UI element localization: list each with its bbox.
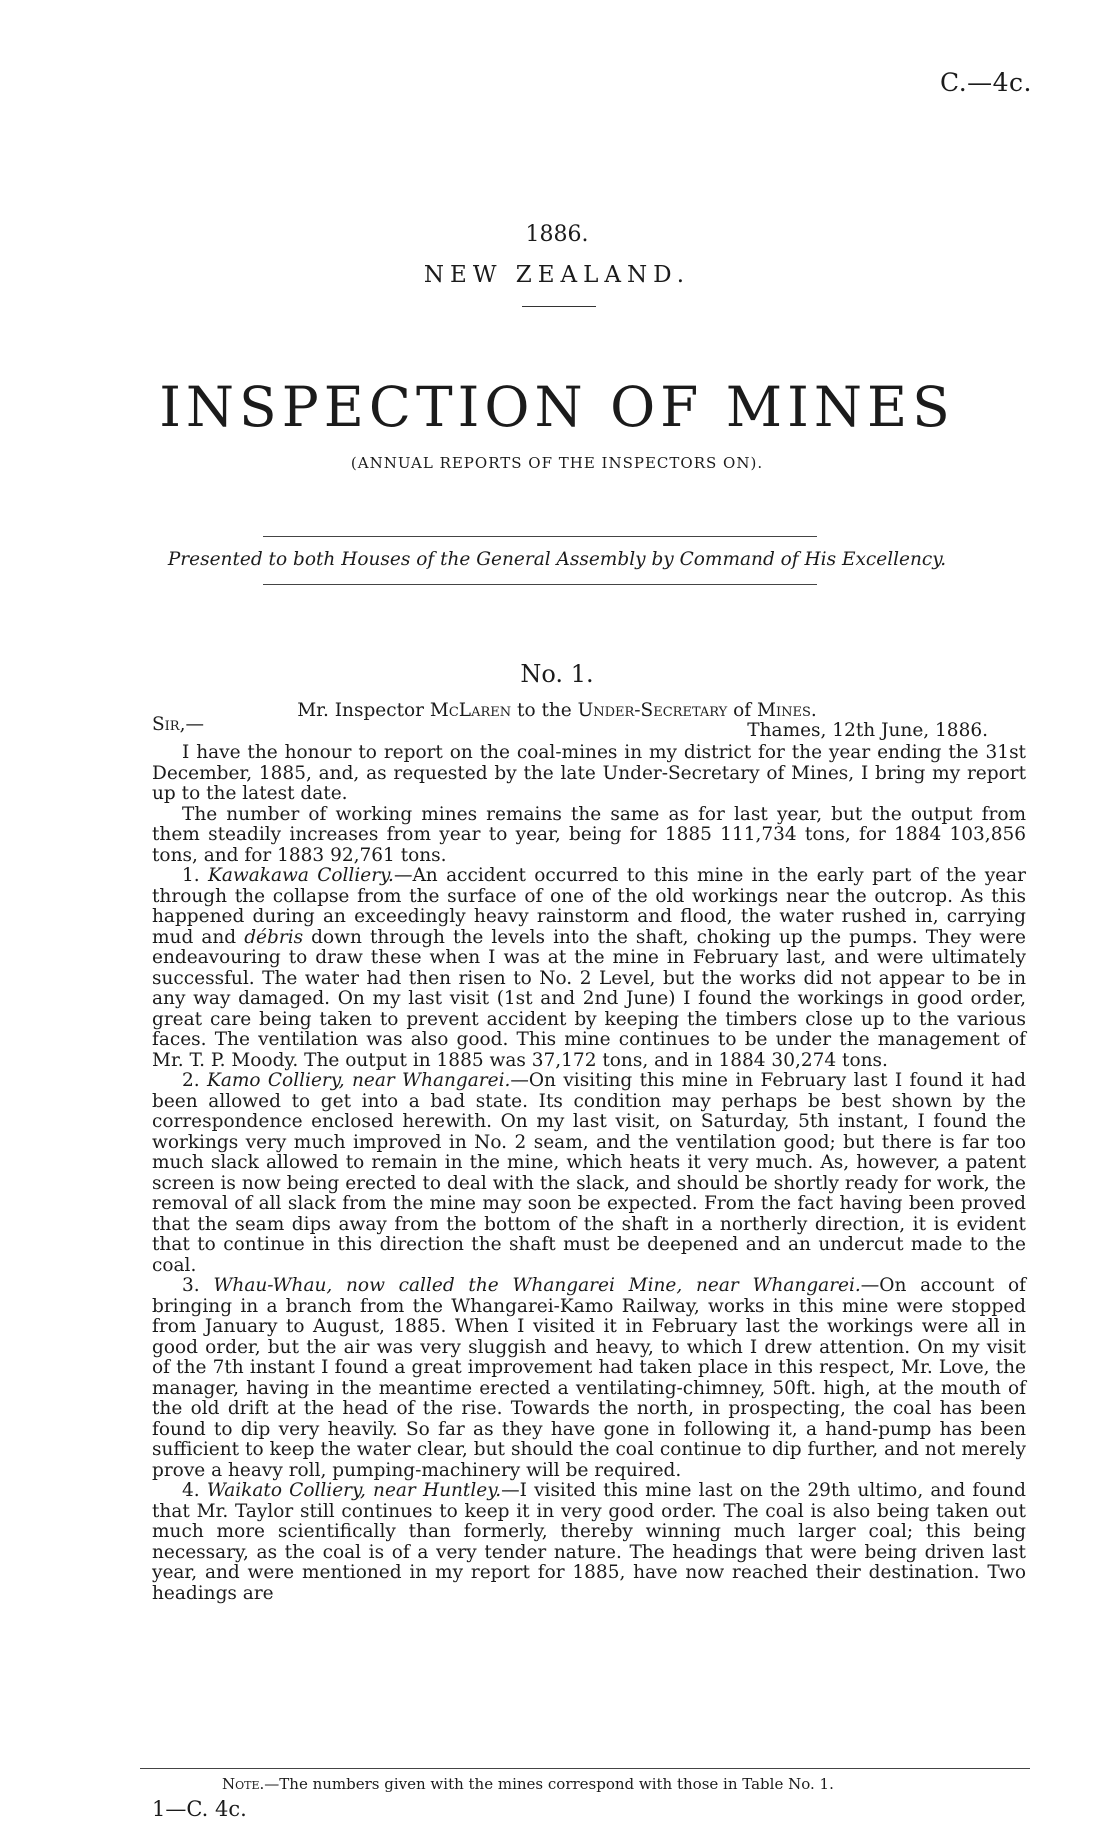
item-number: 1. <box>182 865 209 886</box>
paragraph-text: down through the levels into the shaft, choking up the pumps. They were endeavouring to draw these when I was at the mine in February last, and were ultimately successful. The water had then risen to No. 2 Level, but the works did not appear to be in any way damaged. On my last visit (1st and 2nd June) I found the workings in good order, great care being taken to prevent accident by keeping the timbers close up to the various faces. The ventilation was also good. This mine continues to be under the management of Mr. T. P. Moody. The output in 1885 was 37,172 tons, and in 1884 30,274 tons. <box>152 926 1026 1071</box>
department-name: Mines <box>757 700 811 721</box>
footnote <box>222 1775 834 1793</box>
footnote-text: —The numbers given with the mines correspond with those in Table No. 1. <box>264 1775 834 1793</box>
divider <box>522 306 596 307</box>
paragraph-kamo <box>152 1071 1026 1276</box>
salutation: Sir,— <box>152 714 204 735</box>
divider <box>263 536 817 537</box>
document-year: 1886. <box>525 222 589 247</box>
divider <box>140 1768 1030 1769</box>
recipient-title: Under-Secretary <box>577 700 728 721</box>
italic-term: débris <box>244 926 304 948</box>
letter-body <box>152 743 1026 1604</box>
item-number: 2. <box>182 1070 208 1091</box>
mine-title: Whau-Whau, now called the Whangarei Mine, near Whangarei. <box>213 1275 861 1296</box>
paragraph-whau-whau <box>152 1276 1026 1481</box>
country-heading: NEW ZEALAND. <box>423 262 691 288</box>
presentation-line: Presented to both Houses of the General Assembly by Command of His Excellency. <box>167 549 947 570</box>
heading-end: . <box>810 700 817 721</box>
page-title: INSPECTION OF MINES <box>159 375 955 439</box>
heading-pre: Mr. Inspector <box>297 700 430 721</box>
letter-number: No. 1. <box>520 660 594 688</box>
divider <box>263 584 817 585</box>
mine-title: Kawakawa Colliery. <box>208 865 394 886</box>
paragraph-waikato <box>152 1481 1026 1604</box>
dateline: Thames, 12th June, 1886. <box>747 720 988 741</box>
footnote-label: Note. <box>222 1775 265 1793</box>
mine-title: Kamo Colliery, near Whangarei. <box>207 1070 511 1091</box>
document-reference: C.—4c. <box>939 68 1032 97</box>
paragraph-output: The number of working mines remains the same as for last year, but the output from them steadily increases from year to year, being for 1885 111,734 tons, for 1884 103,856 tons, and for 1883 92,761 tons. <box>152 803 1026 866</box>
paragraph-text: —I visited this mine last on the 29th ultimo, and found that Mr. Taylor still continues to keep it in very good order. The coal is also being taken out much more scientifically than formerly, thereby winning much larger coal; this being necessary, as the coal is of a very tender nature. The headings that were being driven last year, and were mentioned in my report for 1885, have now reached their destination. Two headings are <box>152 1480 1026 1604</box>
page-subtitle: (ANNUAL REPORTS OF THE INSPECTORS ON). <box>350 454 764 472</box>
page-footer: 1—C. 4c. <box>152 1797 247 1821</box>
paragraph-text: —An accident occurred to this mine in the early part of the year through the collapse from the surface of one of the old workings near the outcrop. As this happened during an exceedingly heavy rainstorm and flood, the water rushed in, carrying mud and <box>152 865 1026 948</box>
heading-of: of <box>727 700 758 721</box>
item-number: 4. <box>182 1480 207 1501</box>
paragraph-text: —On account of bringing in a branch from the Whangarei-Kamo Railway, works in this mine were stopped from January to August, 1885. When I visited it in February last the workings were all in good order, but the air was very sluggish and heavy, to which I drew attention. On my visit of the 7th instant I found a great improvement had taken place in this respect, Mr. Love, the manager, having in the meantime erected a ventilating-chimney, 50ft. high, at the mouth of the old drift at the head of the rise. Towards the north, in prospecting, the coal has been found to dip very heavily. So far as they have gone in following it, a hand-pump has been sufficient to keep the water clear, but should the coal continue to dip further, and not merely prove a heavy roll, pumping-machinery will be required. <box>152 1275 1026 1481</box>
item-number: 3. <box>182 1275 214 1296</box>
paragraph-text: —On visiting this mine in February last I found it had been allowed to get into a bad state. Its condition may perhaps be best shown by the correspondence enclosed herewith. On my last visit, on Saturday, 5th instant, I found the workings very much improved in No. 2 seam, and the ventilation good; but there is far too much slack allowed to remain in the mine, which heats it very much. As, however, a patent screen is now being erected to deal with the slack, and should be shortly ready for work, the removal of all slack from the mine may soon be expected. From the fact having been proved that the seam dips away from the bottom of the shaft in a northerly direction, it is evident that to continue in this direction the shaft must be deepened and an undercut made to the coal. <box>152 1070 1026 1276</box>
inspector-name: McLaren <box>429 700 512 721</box>
paragraph-kawakawa <box>152 866 1026 1071</box>
heading-mid: to the <box>511 700 578 721</box>
paragraph-intro: I have the honour to report on the coal-mines in my district for the year ending the 31st December, 1885, and, as requested by the late Under-Secretary of Mines, I bring my report up to the latest date. <box>152 742 1026 804</box>
mine-title: Waikato Colliery, near Huntley. <box>206 1480 502 1501</box>
